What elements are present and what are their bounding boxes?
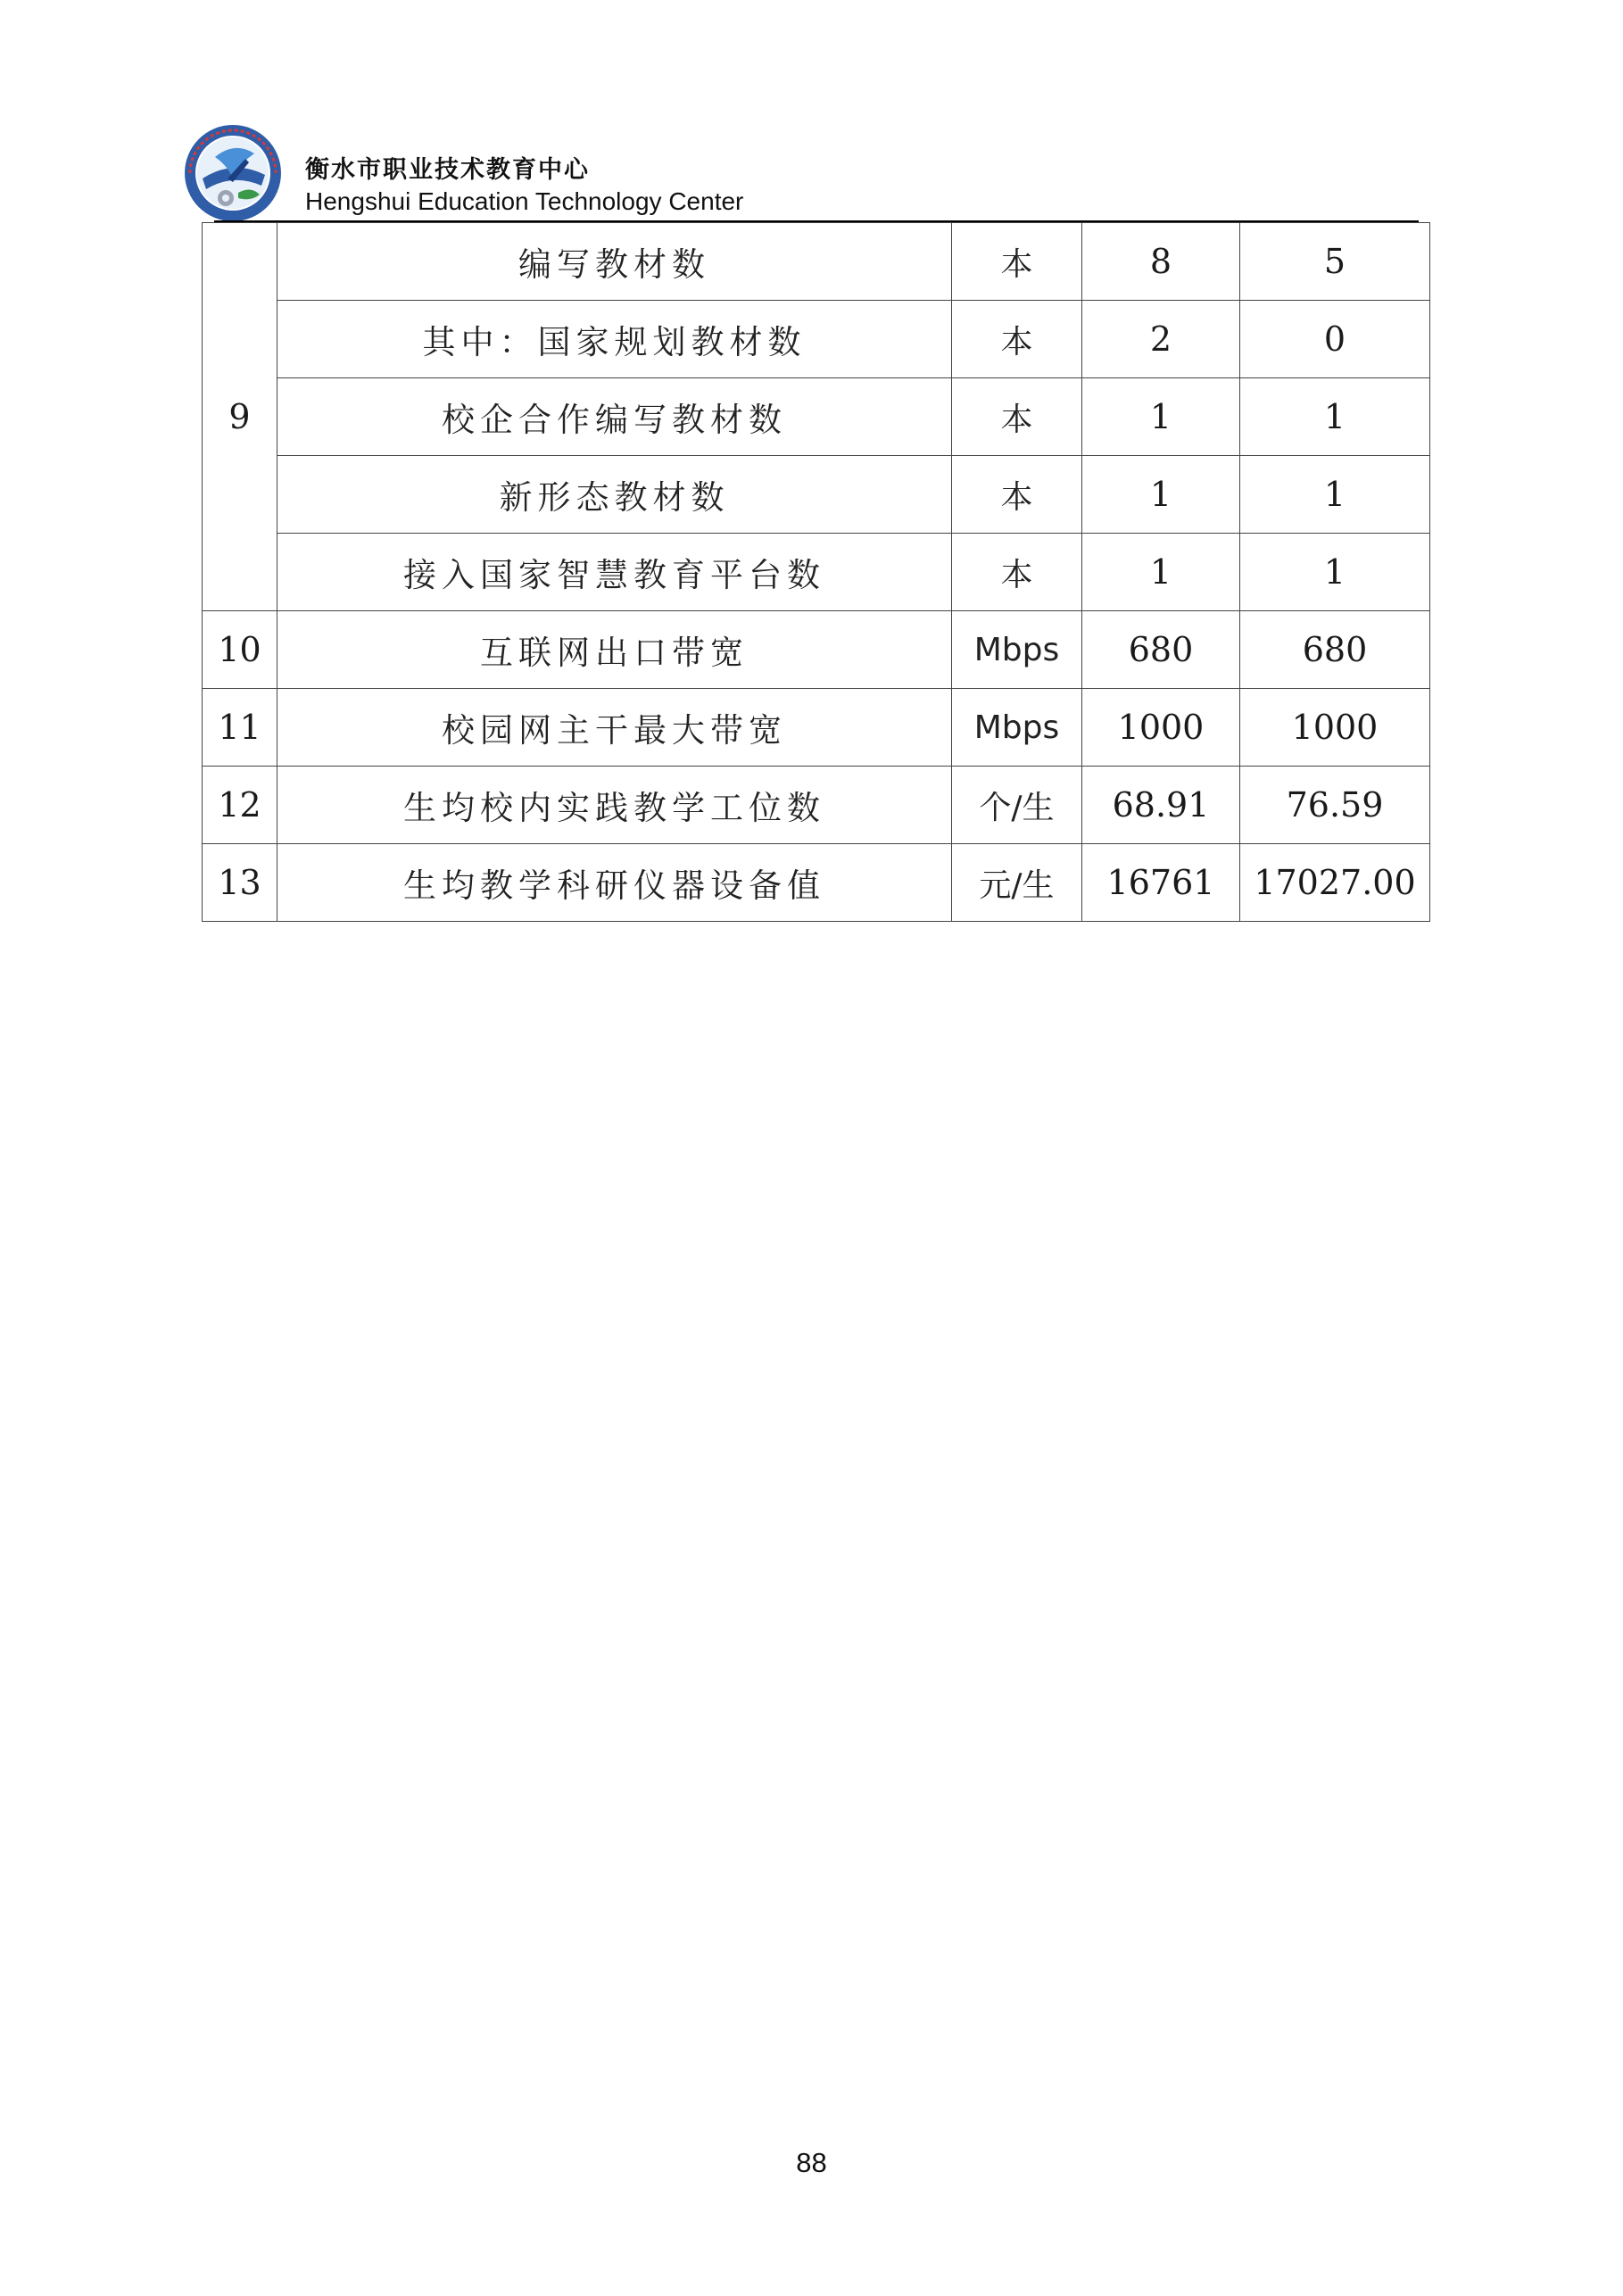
table-row [203,767,1430,844]
page-header [183,123,1423,223]
value-cell: 680 [1082,611,1240,689]
indicator-unit: 本 [952,378,1082,456]
value-cell: 680 [1240,611,1430,689]
value-cell: 17027.00 [1240,844,1430,922]
row-number: 11 [203,689,277,767]
row-number: 12 [203,767,277,844]
indicator-unit: 元/生 [952,844,1082,922]
school-logo-icon [183,123,283,223]
indicator-name: 编写教材数 [277,223,952,301]
indicator-name: 互联网出口带宽 [277,611,952,689]
table-row [203,534,1430,611]
row-number: 10 [203,611,277,689]
indicator-name: 生均教学科研仪器设备值 [277,844,952,922]
indicator-unit: 本 [952,456,1082,534]
indicator-name: 校园网主干最大带宽 [277,689,952,767]
value-cell: 68.91 [1082,767,1240,844]
indicator-unit: 本 [952,534,1082,611]
value-cell: 2 [1082,301,1240,378]
indicator-name: 其中：国家规划教材数 [277,301,952,378]
table-row [203,844,1430,922]
table-row [203,378,1430,456]
indicator-unit: 个/生 [952,767,1082,844]
table-row [203,689,1430,767]
indicator-table [202,222,1430,922]
indicator-name: 新形态教材数 [277,456,952,534]
org-name-chinese: 衡水市职业技术教育中心 [305,156,590,184]
value-cell: 1000 [1240,689,1430,767]
value-cell: 1 [1082,534,1240,611]
page-number: 88 [796,2147,827,2178]
table-row [203,223,1430,301]
indicator-name: 校企合作编写教材数 [277,378,952,456]
indicator-unit: 本 [952,301,1082,378]
row-number: 9 [203,223,277,611]
value-cell: 1 [1240,378,1430,456]
org-name-english: Hengshui Education Technology Center [305,187,744,215]
indicator-unit: 本 [952,223,1082,301]
value-cell: 0 [1240,301,1430,378]
table-row [203,456,1430,534]
indicator-unit: Mbps [952,689,1082,767]
indicator-name: 生均校内实践教学工位数 [277,767,952,844]
table-row [203,301,1430,378]
table-row [203,611,1430,689]
value-cell: 1 [1082,378,1240,456]
value-cell: 1000 [1082,689,1240,767]
row-number: 13 [203,844,277,922]
value-cell: 76.59 [1240,767,1430,844]
value-cell: 1 [1082,456,1240,534]
value-cell: 8 [1082,223,1240,301]
value-cell: 1 [1240,534,1430,611]
indicator-unit: Mbps [952,611,1082,689]
value-cell: 5 [1240,223,1430,301]
value-cell: 1 [1240,456,1430,534]
indicator-name: 接入国家智慧教育平台数 [277,534,952,611]
value-cell: 16761 [1082,844,1240,922]
